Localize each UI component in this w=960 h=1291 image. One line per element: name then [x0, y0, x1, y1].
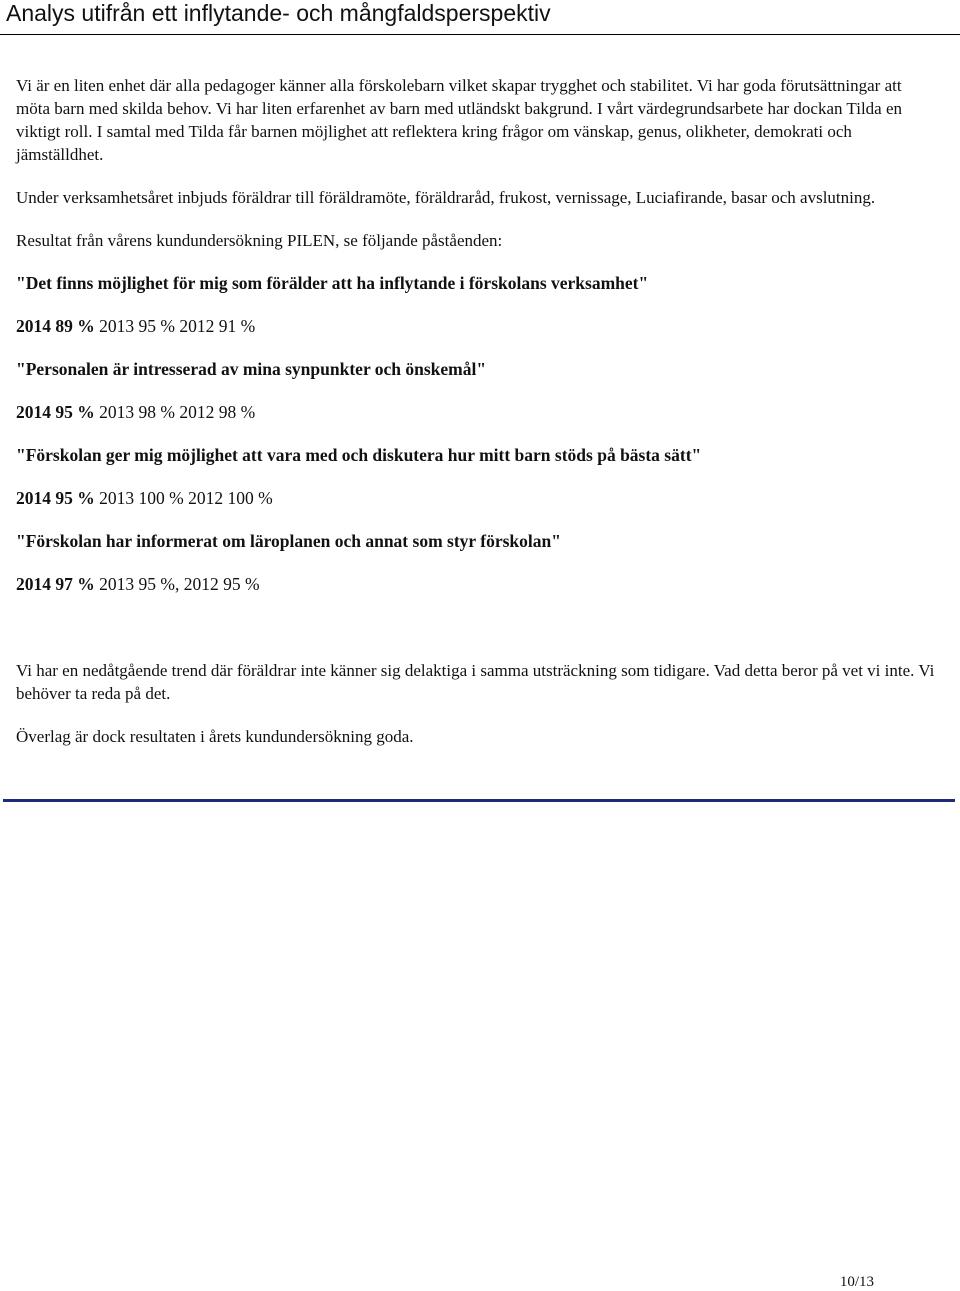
result-2014: 2014 95 %	[16, 488, 95, 508]
survey-statement: "Det finns möjlighet för mig som förälder att ha inflytande i förskolans verksamhet"	[16, 273, 649, 293]
intro-paragraph: Vi är en liten enhet där alla pedagoger känner alla förskolebarn vilket skapar trygghet och stabilitet. Vi har goda förutsättningar att möta barn med skilda behov. Vi har liten erfarenhet av barn med utländskt bakgrund. I vårt värdegrundsarbete har dockan Tilda en viktigt roll. I samtal med Tilda får barnen möjlighet att reflektera kring frågor om vänskap, genus, olikheter, demokrati och jämställdhet.	[16, 76, 903, 164]
parent-activities-paragraph: Under verksamhetsåret inbjuds föräldrar till föräldramöte, föräldraråd, frukost, vernissage, Luciafirande, basar och avslutning.	[16, 188, 876, 207]
result-history: 2013 98 % 2012 98 %	[94, 402, 256, 422]
survey-result-row	[16, 401, 936, 424]
result-2014: 2014 97 %	[16, 574, 95, 594]
survey-statement: "Förskolan har informerat om läroplanen och annat som styr förskolan"	[16, 531, 561, 551]
summary-paragraph: Överlag är dock resultaten i årets kundundersökning goda.	[16, 727, 414, 746]
result-history: 2013 95 %, 2012 95 %	[94, 574, 260, 594]
page-number: 10/13	[839, 1274, 874, 1290]
survey-result-row	[16, 487, 936, 510]
result-history: 2013 100 % 2012 100 %	[94, 488, 273, 508]
conclusion-paragraph: Vi har en nedåtgående trend där föräldrar inte känner sig delaktiga i samma utsträckning som tidigare. Vad detta beror på vet vi inte. Vi behöver ta reda på det.	[16, 661, 935, 703]
page-title: Analys utifrån ett inflytande- och mångfaldsperspektiv	[6, 0, 551, 26]
result-history: 2013 95 % 2012 91 %	[94, 316, 256, 336]
survey-intro: Resultat från vårens kundundersökning PILEN, se följande påståenden:	[16, 231, 503, 250]
result-2014: 2014 89 %	[16, 316, 95, 336]
survey-result-row	[16, 315, 936, 338]
document-body	[16, 74, 936, 748]
survey-statement: "Förskolan ger mig möjlighet att vara med och diskutera hur mitt barn stöds på bästa sätt"	[16, 445, 702, 465]
survey-result-row	[16, 573, 936, 596]
survey-statement: "Personalen är intresserad av mina synpunkter och önskemål"	[16, 359, 487, 379]
result-2014: 2014 95 %	[16, 402, 95, 422]
title-divider	[0, 34, 960, 35]
section-divider	[3, 799, 955, 802]
